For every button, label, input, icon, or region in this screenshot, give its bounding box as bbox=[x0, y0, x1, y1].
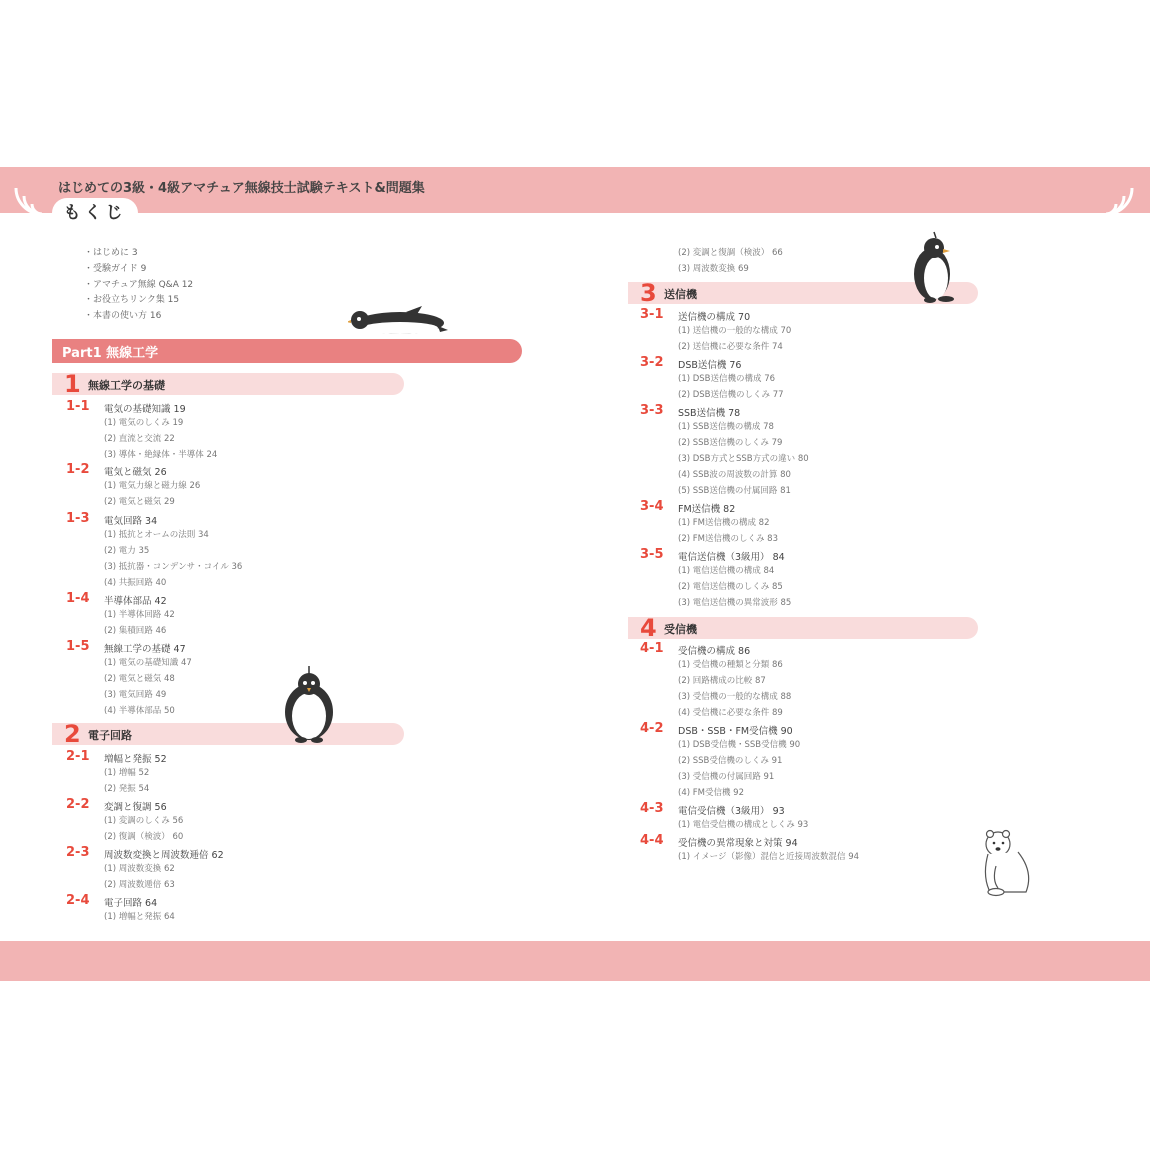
subsection[interactable]: (4) 共振回路 40 bbox=[104, 578, 167, 588]
intro-item[interactable]: ・はじめに 3 bbox=[84, 248, 138, 258]
subsection[interactable]: (2) SSB送信機のしくみ 79 bbox=[678, 438, 783, 448]
section-title[interactable]: 受信機の構成 86 bbox=[678, 646, 751, 657]
section-title[interactable]: 受信機の異常現象と対策 94 bbox=[678, 838, 798, 849]
intro-list bbox=[84, 246, 193, 325]
section-number: 3-4 bbox=[640, 499, 664, 514]
subsection[interactable]: (1) 増幅 52 bbox=[104, 768, 150, 778]
toc-heading: もくじ bbox=[52, 198, 138, 228]
section-title[interactable]: 変調と復調 56 bbox=[104, 802, 167, 813]
section-number: 4-1 bbox=[640, 641, 664, 656]
section-number: 4-2 bbox=[640, 721, 664, 736]
section-title[interactable]: 電信受信機（3級用） 93 bbox=[678, 806, 785, 817]
section-title[interactable]: 電気回路 34 bbox=[104, 516, 158, 527]
section-title[interactable]: 増幅と発振 52 bbox=[104, 754, 167, 765]
section-title[interactable]: 半導体部品 42 bbox=[104, 596, 167, 607]
sitting-penguin-illustration bbox=[906, 230, 966, 304]
chapter-title[interactable]: 無線工学の基礎 bbox=[88, 379, 165, 392]
subsection[interactable]: (4) 半導体部品 50 bbox=[104, 706, 175, 716]
section-number: 4-3 bbox=[640, 801, 664, 816]
subsection[interactable]: (1) SSB送信機の構成 78 bbox=[678, 422, 774, 432]
subsection[interactable]: (1) 電信送信機の構成 84 bbox=[678, 566, 775, 576]
book-title: はじめての3級・4級アマチュア無線技士試験テキスト&問題集 bbox=[58, 181, 425, 196]
subsection[interactable]: (1) 抵抗とオームの法則 34 bbox=[104, 530, 209, 540]
intro-item[interactable]: ・お役立ちリンク集 15 bbox=[84, 295, 180, 306]
subsection[interactable]: (1) 電気力線と磁力線 26 bbox=[104, 481, 201, 491]
section-number: 3-3 bbox=[640, 403, 664, 418]
subsection[interactable]: (3) 周波数変換 69 bbox=[678, 264, 749, 274]
chapter-number: 4 bbox=[640, 614, 657, 642]
subsection[interactable]: (4) SSB波の周波数の計算 80 bbox=[678, 470, 791, 480]
subsection[interactable]: (3) 受信機の付属回路 91 bbox=[678, 772, 775, 782]
subsection[interactable]: (2) 復調（検波） 60 bbox=[104, 832, 184, 842]
section-title[interactable]: DSB・SSB・FM受信機 90 bbox=[678, 726, 793, 737]
subsection[interactable]: (2) 集積回路 46 bbox=[104, 626, 167, 636]
subsection[interactable]: (2) DSB送信機のしくみ 77 bbox=[678, 390, 784, 400]
subsection[interactable]: (2) 直流と交流 22 bbox=[104, 434, 175, 444]
subsection[interactable]: (1) 電信受信機の構成としくみ 93 bbox=[678, 820, 809, 830]
section-number: 2-4 bbox=[66, 893, 90, 908]
chapter-number: 2 bbox=[64, 720, 81, 748]
penguin-illustration bbox=[276, 664, 342, 744]
subsection[interactable]: (2) 送信機に必要な条件 74 bbox=[678, 342, 783, 352]
subsection[interactable]: (3) 抵抗器・コンデンサ・コイル 36 bbox=[104, 562, 243, 572]
section-title[interactable]: 周波数変換と周波数逓倍 62 bbox=[104, 850, 224, 861]
subsection[interactable]: (1) FM送信機の構成 82 bbox=[678, 518, 770, 528]
section-number: 1-4 bbox=[66, 591, 90, 606]
chapter-number: 3 bbox=[640, 279, 657, 307]
section-number: 2-3 bbox=[66, 845, 90, 860]
subsection[interactable]: (3) 電気回路 49 bbox=[104, 690, 167, 700]
subsection[interactable]: (1) 送信機の一般的な構成 70 bbox=[678, 326, 792, 336]
section-number: 3-2 bbox=[640, 355, 664, 370]
section-title[interactable]: 電気と磁気 26 bbox=[104, 467, 167, 478]
section-number: 3-5 bbox=[640, 547, 664, 562]
subsection[interactable]: (2) 周波数逓倍 63 bbox=[104, 880, 175, 890]
left-wave-icon bbox=[12, 176, 48, 216]
subsection[interactable]: (2) FM送信機のしくみ 83 bbox=[678, 534, 778, 544]
subsection[interactable]: (2) 回路構成の比較 87 bbox=[678, 676, 766, 686]
section-title[interactable]: DSB送信機 76 bbox=[678, 360, 742, 371]
subsection[interactable]: (3) 受信機の一般的な構成 88 bbox=[678, 692, 792, 702]
subsection[interactable]: (2) 電気と磁気 48 bbox=[104, 674, 175, 684]
subsection[interactable]: (1) DSB送信機の構成 76 bbox=[678, 374, 776, 384]
section-number: 4-4 bbox=[640, 833, 664, 848]
subsection[interactable]: (1) イメージ（影像）混信と近接周波数混信 94 bbox=[678, 852, 860, 862]
section-number: 1-1 bbox=[66, 399, 90, 414]
section-number: 1-5 bbox=[66, 639, 90, 654]
part-title[interactable]: Part1 無線工学 bbox=[62, 346, 159, 361]
sliding-penguin-illustration bbox=[348, 298, 450, 340]
subsection[interactable]: (1) 増幅と発振 64 bbox=[104, 912, 175, 922]
section-title[interactable]: 電信送信機（3級用） 84 bbox=[678, 552, 785, 563]
section-title[interactable]: FM送信機 82 bbox=[678, 504, 736, 515]
subsection[interactable]: (4) 受信機に必要な条件 89 bbox=[678, 708, 783, 718]
section-number: 2-2 bbox=[66, 797, 90, 812]
section-number: 3-1 bbox=[640, 307, 664, 322]
subsection[interactable]: (3) 電信送信機の異常波形 85 bbox=[678, 598, 792, 608]
chapter-number: 1 bbox=[64, 370, 81, 398]
subsection[interactable]: (2) SSB受信機のしくみ 91 bbox=[678, 756, 783, 766]
section-number: 1-2 bbox=[66, 462, 90, 477]
intro-item[interactable]: ・本書の使い方 16 bbox=[84, 311, 162, 322]
section-title[interactable]: 電子回路 64 bbox=[104, 898, 158, 909]
chapter-title[interactable]: 電子回路 bbox=[88, 729, 132, 742]
section-title[interactable]: 無線工学の基礎 47 bbox=[104, 644, 186, 655]
chapter-title[interactable]: 送信機 bbox=[664, 288, 697, 301]
subsection[interactable]: (5) SSB送信機の付属回路 81 bbox=[678, 486, 791, 496]
section-title[interactable]: 送信機の構成 70 bbox=[678, 312, 751, 323]
subsection[interactable]: (4) FM受信機 92 bbox=[678, 788, 744, 798]
section-number: 2-1 bbox=[66, 749, 90, 764]
footer-band bbox=[0, 941, 1150, 981]
subsection[interactable]: (2) 発振 54 bbox=[104, 784, 150, 794]
section-number: 1-3 bbox=[66, 511, 90, 526]
subsection[interactable]: (2) 電力 35 bbox=[104, 546, 150, 556]
subsection[interactable]: (1) 受信機の種類と分類 86 bbox=[678, 660, 783, 670]
subsection[interactable]: (2) 電気と磁気 29 bbox=[104, 497, 175, 507]
chapter-title[interactable]: 受信機 bbox=[664, 623, 697, 636]
section-title[interactable]: 電気の基礎知識 19 bbox=[104, 404, 186, 415]
section-title[interactable]: SSB送信機 78 bbox=[678, 408, 741, 419]
subsection[interactable]: (1) DSB受信機・SSB受信機 90 bbox=[678, 740, 801, 750]
right-wave-icon bbox=[1100, 176, 1136, 216]
subsection[interactable]: (2) 変調と復調（検波） 66 bbox=[678, 248, 783, 258]
subsection[interactable]: (2) 電信送信機のしくみ 85 bbox=[678, 582, 783, 592]
subsection[interactable]: (1) 電気のしくみ 19 bbox=[104, 418, 184, 428]
subsection[interactable]: (1) 変調のしくみ 56 bbox=[104, 816, 184, 826]
subsection[interactable]: (1) 周波数変換 62 bbox=[104, 864, 175, 874]
polar-bear-illustration bbox=[974, 826, 1038, 898]
subsection[interactable]: (1) 電気の基礎知識 47 bbox=[104, 658, 192, 668]
intro-item[interactable]: ・アマチュア無線 Q&A 12 bbox=[84, 279, 194, 290]
intro-item[interactable]: ・受験ガイド 9 bbox=[84, 263, 147, 274]
subsection[interactable]: (3) 導体・絶縁体・半導体 24 bbox=[104, 450, 218, 460]
subsection[interactable]: (1) 半導体回路 42 bbox=[104, 610, 175, 620]
subsection[interactable]: (3) DSB方式とSSB方式の違い 80 bbox=[678, 454, 809, 464]
